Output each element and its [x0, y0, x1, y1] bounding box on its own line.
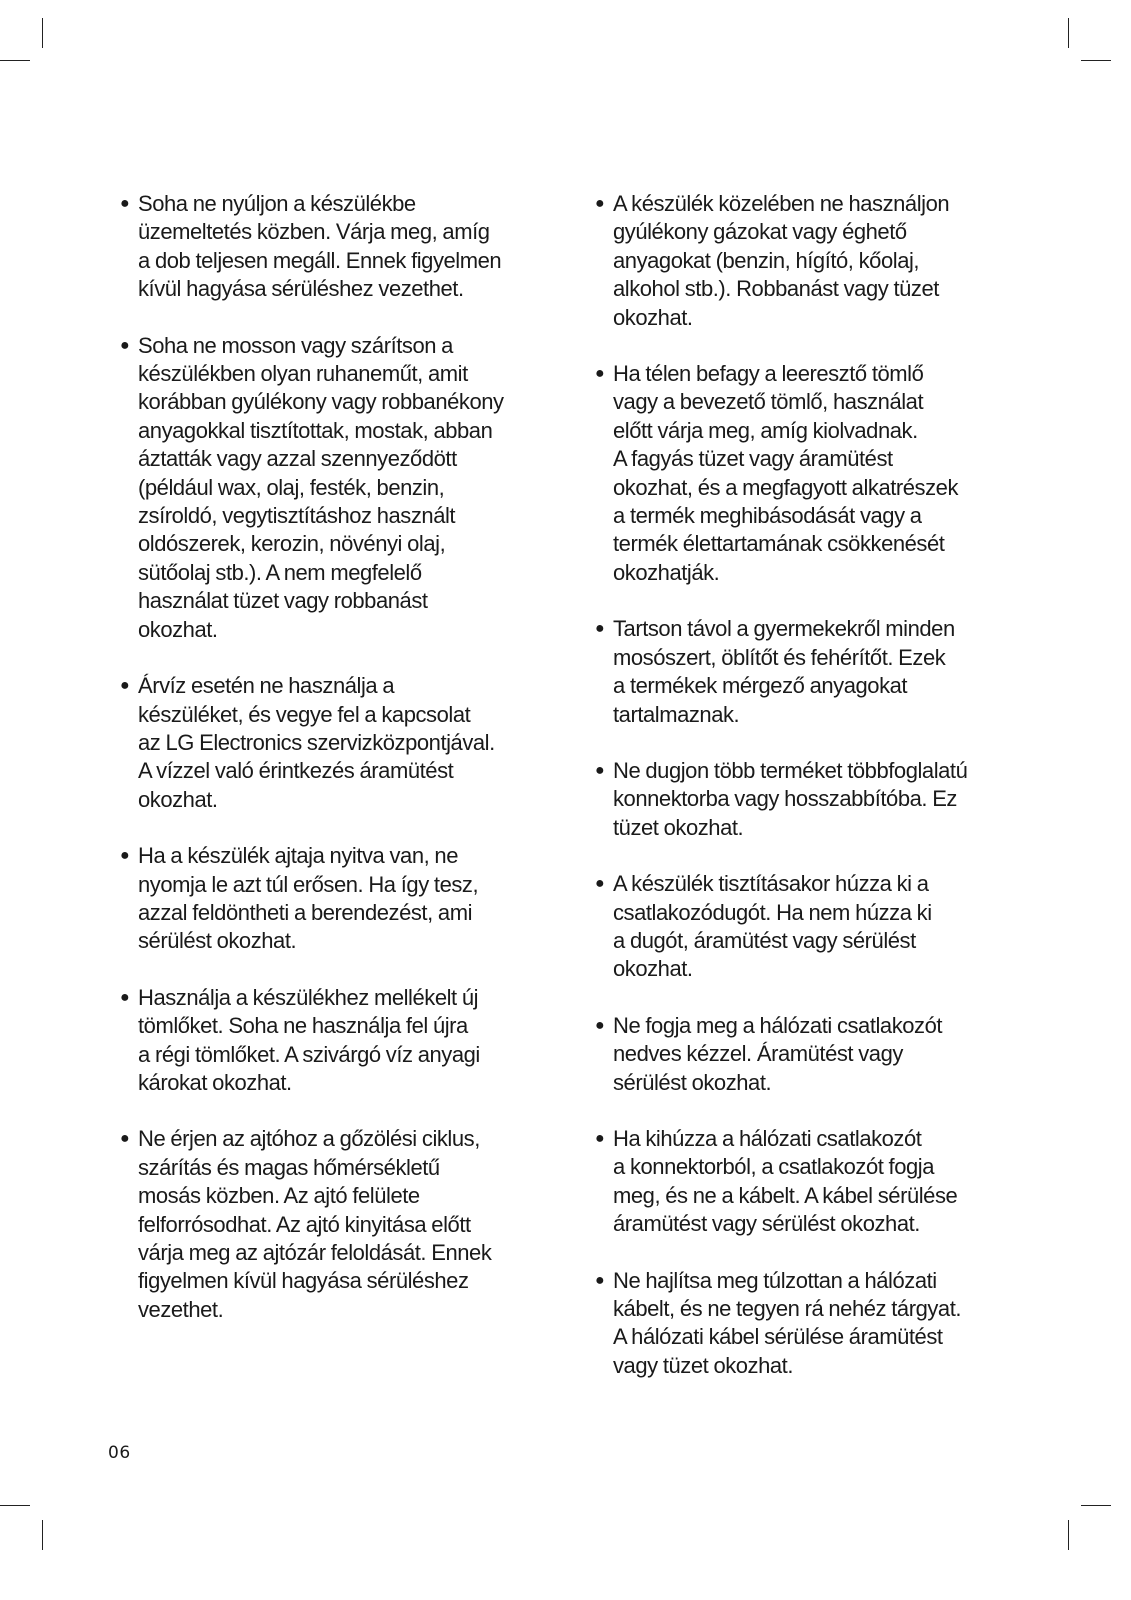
right-column	[595, 190, 1015, 1408]
bullet-icon: ●	[595, 1016, 605, 1034]
bullet-icon: ●	[595, 620, 605, 638]
bullet-icon: ●	[595, 1271, 605, 1289]
list-item-text: A készülék tisztításakor húzza ki a csatlakozódugót. Ha nem húzza ki a dugót, áramütést vagy sérülést okozhat.	[613, 871, 932, 982]
bullet-icon: ●	[595, 365, 605, 383]
bullet-icon: ●	[120, 336, 130, 354]
crop-mark-bottom-left-horizontal	[0, 1505, 30, 1506]
list-item	[120, 672, 530, 814]
list-item-text: Ne érjen az ajtóhoz a gőzölési ciklus, szárítás és magas hőmérsékletű mosás közben. Az ajtó felülete felforrósodhat. Az ajtó kinyitása előtt várja meg az ajtózár feloldását. Ennek figyelmen kívül hagyása sérüléshez vezethet.	[138, 1126, 492, 1322]
list-item-text: Ha télen befagy a leeresztő tömlő vagy a bevezető tömlő, használat előtt várja meg, amíg kiolvadnak. A fagyás tüzet vagy áramütést okozhat, és a megfagyott alkatrészek a termék meghibásodását vagy a termék élettartamának csökkenését okozhatják.	[613, 361, 958, 585]
list-item	[120, 190, 530, 304]
page-number: 06	[108, 1443, 131, 1463]
crop-mark-bottom-left-vertical	[42, 1520, 43, 1550]
bullet-icon: ●	[595, 195, 605, 212]
list-item-text: Ne dugjon több terméket többfoglalatú konnektorba vagy hosszabbítóba. Ez tüzet okozhat.	[613, 757, 968, 840]
list-item	[595, 870, 1015, 984]
left-column	[120, 190, 530, 1352]
crop-mark-top-left-vertical	[42, 18, 43, 48]
list-item	[595, 190, 1015, 332]
list-item-text: Használja a készülékhez mellékelt új tömlőket. Soha ne használja fel újra a régi tömlőket. A szivárgó víz anyagi károkat okozhat.	[138, 984, 480, 1095]
list-item-text: Ne fogja meg a hálózati csatlakozót nedves kézzel. Áramütést vagy sérülést okozhat.	[613, 1012, 943, 1095]
list-item	[595, 360, 1015, 587]
bullet-icon: ●	[120, 847, 130, 865]
crop-mark-bottom-right-horizontal	[1081, 1505, 1111, 1506]
list-item-text: Tartson távol a gyermekekről minden mosószert, öblítőt és fehérítőt. Ezek a termékek mérgező anyagokat tartalmaznak.	[613, 616, 955, 727]
list-item	[120, 332, 530, 644]
list-item-text: Árvíz esetén ne használja a készüléket, és vegye fel a kapcsolat az LG Electronics szervizközpontjával. A vízzel való érintkezés áramütést okozhat.	[138, 673, 495, 812]
bullet-icon: ●	[120, 1130, 130, 1148]
list-item	[595, 1267, 1015, 1381]
list-item	[595, 1125, 1015, 1239]
list-item	[595, 1012, 1015, 1097]
bullet-icon: ●	[120, 195, 130, 212]
list-item-text: Soha ne mosson vagy szárítson a készülékben olyan ruhaneműt, amit korábban gyúlékony vagy robbanékony anyagokkal tisztítottak, mostak, abban áztatták vagy azzal szennyeződött (például wax, olaj, festék, benzin, zsíroldó, vegytisztításhoz használt oldószerek, kerozin, növényi olaj, sütőolaj stb.). A nem megfelelő használat tüzet vagy robbanást okozhat.	[138, 332, 504, 642]
list-item	[595, 757, 1015, 842]
crop-mark-top-right-horizontal	[1081, 60, 1111, 61]
bullet-icon: ●	[120, 677, 130, 695]
list-item-text: Soha ne nyúljon a készülékbe üzemeltetés közben. Várja meg, amíg a dob teljesen megáll. Ennek figyelmen kívül hagyása sérüléshez vezethet.	[138, 191, 502, 302]
crop-mark-bottom-right-vertical	[1068, 1520, 1069, 1550]
list-item-text: Ha a készülék ajtaja nyitva van, ne nyomja le azt túl erősen. Ha így tesz, azzal feldöntheti a berendezést, ami sérülést okozhat.	[138, 843, 479, 954]
list-item	[595, 615, 1015, 729]
bullet-icon: ●	[120, 988, 130, 1006]
list-item	[120, 842, 530, 956]
bullet-icon: ●	[595, 761, 605, 779]
list-item	[120, 984, 530, 1098]
bullet-icon: ●	[595, 1129, 605, 1147]
list-item	[120, 1125, 530, 1324]
list-item-text: Ne hajlítsa meg túlzottan a hálózati kábelt, és ne tegyen rá nehéz tárgyat. A hálózati kábel sérülése áramütést vagy tüzet okozhat.	[613, 1267, 962, 1378]
crop-mark-top-left-horizontal	[0, 60, 30, 61]
crop-mark-top-right-vertical	[1068, 18, 1069, 48]
bullet-icon: ●	[595, 875, 605, 893]
list-item-text: Ha kihúzza a hálózati csatlakozót a konnektorból, a csatlakozót fogja meg, és ne a kábelt. A kábel sérülése áramütést vagy sérülést okozhat.	[613, 1125, 958, 1237]
list-item-text: A készülék közelében ne használjon gyúlékony gázokat vagy éghető anyagokat (benzin, hígító, kőolaj, alkohol stb.). Robbanást vagy tüzet okozhat.	[613, 191, 950, 330]
